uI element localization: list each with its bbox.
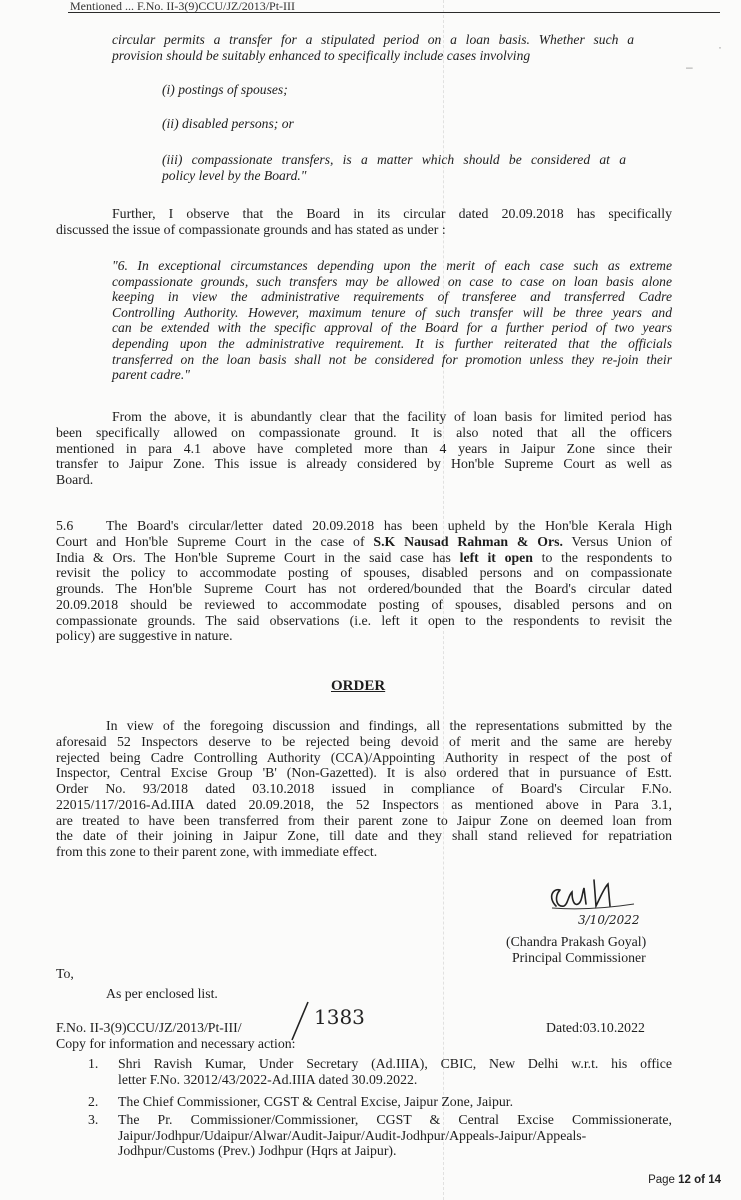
copy-num: 3. xyxy=(88,1112,99,1127)
text-line: provision should be suitably enhanced to specifically include cases involving xyxy=(112,47,531,63)
text-line: Controlling Authority. However, maximum tenure of such transfer will be three years and xyxy=(112,304,672,320)
text-line: aforesaid 52 Inspectors deserve to be rejected being devoid of merit and the same are hereby xyxy=(56,734,672,749)
para-number: 5.6 xyxy=(56,518,74,533)
text-line: revisit the policy to accommodate posting of spouses, disabled persons and on compassionate xyxy=(56,565,672,581)
handwritten-signature xyxy=(538,870,658,932)
copy-num: 2. xyxy=(88,1094,99,1109)
text-line: Further, I observe that the Board in its circular dated 20.09.2018 has specifically xyxy=(112,206,672,221)
margin-mark: · xyxy=(718,40,722,54)
text-run: Court and Hon'ble Supreme Court in the case of xyxy=(56,534,365,549)
para-above xyxy=(56,425,672,488)
signature-date: 3/10/2022 xyxy=(578,913,640,927)
text-line: can be extended with the specific approval of the Board for a further period of two years xyxy=(112,320,672,336)
list-item-iii xyxy=(162,152,626,183)
text-run: India & Ors. The Hon'ble Supreme Court in the said case has xyxy=(56,549,451,565)
text-line: The Pr. Commissioner/Commissioner, CGST & Central Excise Commissionerate, xyxy=(118,1112,672,1127)
text-line: The Board's circular/letter dated 20.09.2018 has been upheld by the Hon'ble Kerala High xyxy=(106,518,672,533)
text-line: from this zone to their parent zone, with immediate effect. xyxy=(56,843,378,859)
header-rule xyxy=(68,12,720,13)
page-number xyxy=(648,1174,721,1186)
emphasis-text: left it open xyxy=(459,549,533,565)
para-56-first xyxy=(106,518,672,534)
text-line: Jaipur/Jodhpur/Udaipur/Alwar/Audit-Jaipur/Audit-Jodhpur/Appeals-Jaipur/Appeals- xyxy=(118,1127,587,1143)
text-line: "6. In exceptional circumstances depending upon the merit of each case such as extreme xyxy=(112,258,672,273)
para-above-first xyxy=(112,409,672,425)
copy-item-3 xyxy=(118,1112,672,1159)
text-line: keeping in view the administrative requirements of transferee and transferred Cadre xyxy=(112,289,672,305)
text-line xyxy=(56,534,672,550)
text-line: compassionate grounds. The said observations (i.e. left it open to the respondents to revisit the xyxy=(56,612,672,628)
copy-item-1 xyxy=(118,1056,672,1087)
text-line xyxy=(56,550,672,566)
text-line: policy) are suggestive in nature. xyxy=(56,628,233,644)
text-line: circular permits a transfer for a stipulated period on a loan basis. Whether such a xyxy=(112,32,634,47)
file-date: Dated:03.10.2022 xyxy=(546,1020,645,1035)
text-line: discussed the issue of compassionate grounds and has stated as under : xyxy=(56,222,446,237)
para-further xyxy=(112,206,672,222)
page-total: 14 xyxy=(708,1174,721,1186)
order-first xyxy=(106,718,672,734)
copy-item-2: The Chief Commissioner, CGST & Central Excise, Jaipur Zone, Jaipur. xyxy=(118,1094,514,1109)
order-text xyxy=(56,734,672,860)
list-item-i: (i) postings of spouses; xyxy=(162,82,288,97)
quote-top xyxy=(112,32,634,63)
text-line: In view of the foregoing discussion and findings, all the representations submitted by the xyxy=(106,718,672,733)
margin-mark: – xyxy=(686,60,693,74)
text-line: compassionate grounds, such transfers may be allowed on case to case on loan basis alone xyxy=(112,273,672,289)
text-line: rejected being Cadre Controlling Authority (CCA)/Appointing Authority in respect of the post of xyxy=(56,749,672,765)
copy-line: Copy for information and necessary action: xyxy=(56,1036,296,1051)
text-line: Order No. 93/2018 dated 03.10.2018 issued in compliance of Board's Circular F.No. xyxy=(56,781,672,797)
file-number: F.No. II-3(9)CCU/JZ/2013/Pt-III/ xyxy=(56,1020,242,1035)
signatory-designation: Principal Commissioner xyxy=(512,950,646,965)
case-name: S.K Nausad Rahman & Ors. xyxy=(373,534,563,549)
text-line: the date of their joining in Jaipur Zone, till date and they shall stand relieved for repatriation xyxy=(56,828,672,844)
header-cut-text: Mentioned ... F.No. II-3(9)CCU/JZ/2013/Pt-III xyxy=(70,0,296,13)
text-line: Jodhpur/Customs (Prev.) Jodhpur (Hqrs at Jaipur). xyxy=(118,1143,397,1159)
quote-para-6 xyxy=(112,258,672,383)
page-prefix: Page xyxy=(648,1174,675,1186)
text-line: parent cadre." xyxy=(112,367,190,383)
text-line: From the above, it is abundantly clear that the facility of loan basis for limited period has xyxy=(112,409,672,424)
page-of: of xyxy=(694,1174,705,1186)
text-line: policy level by the Board." xyxy=(162,167,307,183)
text-run: Versus Union of xyxy=(571,534,672,549)
text-line: mentioned in para 4.1 above have completed more than 4 years in Jaipur Zone since their xyxy=(56,440,672,456)
list-item-ii: (ii) disabled persons; or xyxy=(162,116,294,131)
to-list: As per enclosed list. xyxy=(106,986,218,1001)
text-line: letter F.No. 32012/43/2022-Ad.IIIA dated 30.09.2022. xyxy=(118,1071,418,1087)
text-line: Inspector, Central Excise Group 'B' (Non-Gazetted). It is also ordered that in pursuance of Estt. xyxy=(56,765,672,781)
text-line: grounds. The Hon'ble Supreme Court has not ordered/bounded that the Board's circular dated xyxy=(56,581,672,597)
page-current: 12 xyxy=(678,1174,691,1186)
text-line: 20.09.2018 should be reviewed to accommodate posting of spouses, disabled persons and on xyxy=(56,596,672,612)
text-line: transferred on the loan basis shall not be considered for promotion unless they re-join their xyxy=(112,351,672,367)
copy-num: 1. xyxy=(88,1056,99,1071)
to-label: To, xyxy=(56,966,74,981)
signatory-name: (Chandra Prakash Goyal) xyxy=(506,934,647,949)
text-line: 22015/117/2016-Ad.IIIA dated 20.09.2018, the 52 Inspectors as mentioned above in Para 3.1, xyxy=(56,796,672,812)
text-line: are treated to have been transferred from their parent zone to Jaipur Zone on deemed loan from xyxy=(56,812,672,828)
text-run: to the respondents to xyxy=(541,549,673,565)
text-line: depending upon the administrative requirement. It is further reiterated that the officials xyxy=(112,335,672,351)
handwritten-file-number xyxy=(290,1000,370,1042)
text-line: (iii) compassionate transfers, is a matter which should be considered at a xyxy=(162,152,626,167)
handwritten-number: 1383 xyxy=(314,1005,365,1029)
text-line: Shri Ravish Kumar, Under Secretary (Ad.IIIA), CBIC, New Delhi w.r.t. his office xyxy=(118,1056,672,1071)
para-56 xyxy=(56,534,672,644)
para-further-line2 xyxy=(56,222,446,238)
text-line: transfer to Jaipur Zone. This issue is already considered by Hon'ble Supreme Court as well as xyxy=(56,456,672,472)
text-line: been specifically allowed on compassionate ground. It is also noted that all the officers xyxy=(56,425,672,440)
text-line: Board. xyxy=(56,472,94,488)
order-heading: ORDER xyxy=(331,678,386,694)
